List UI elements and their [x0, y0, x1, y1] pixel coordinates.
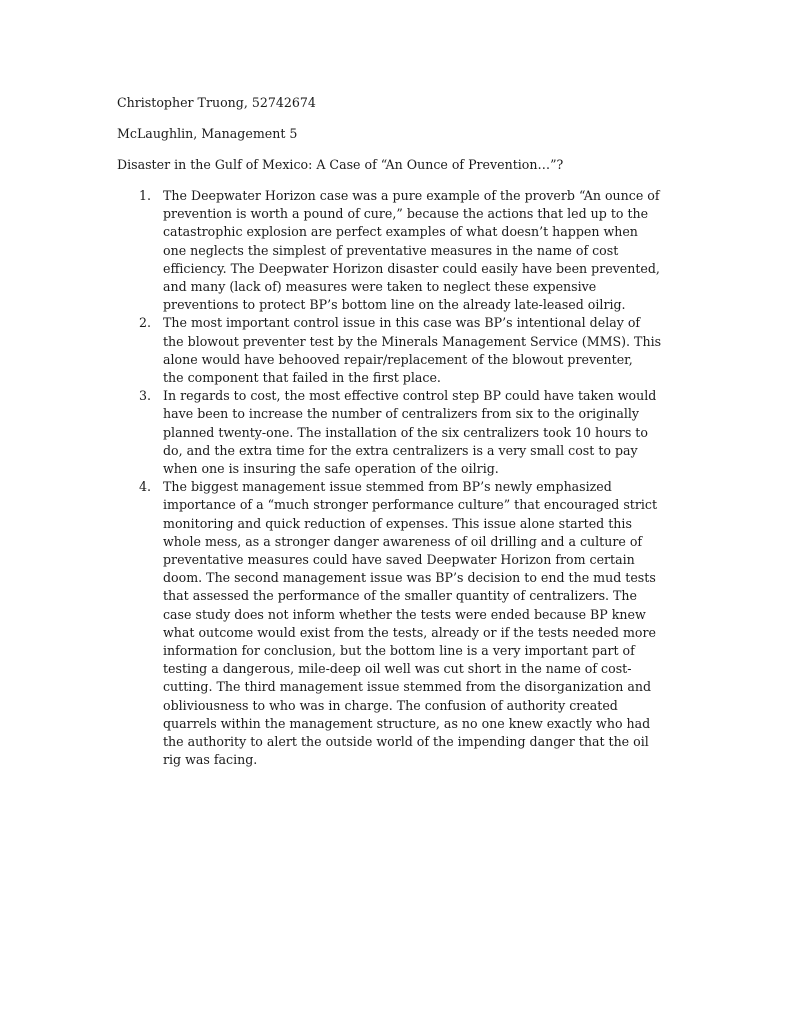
answer-line: testing a dangerous, mile-deep oil well was cut short in the name of cost-	[163, 661, 632, 677]
answer-line: the blowout preventer test by the Minerals Management Service (MMS). This	[163, 333, 662, 349]
course-line: McLaughlin, Management 5	[117, 126, 298, 141]
answer-line: In regards to cost, the most effective control step BP could have taken would	[163, 388, 657, 404]
answer-list	[117, 187, 687, 770]
answer-line: quarrels within the management structure, as no one knew exactly who had	[163, 715, 651, 731]
answer-line: what outcome would exist from the tests, already or if the tests needed more	[163, 624, 656, 640]
answer-line: efficiency. The Deepwater Horizon disaster could easily have been prevented,	[163, 260, 660, 276]
answer-line: information for conclusion, but the bottom line is a very important part of	[163, 643, 635, 659]
answer-line: cutting. The third management issue stemmed from the disorganization and	[163, 679, 652, 695]
answer-line: the authority to alert the outside world of the impending danger that the oil	[163, 734, 649, 750]
document-title: Disaster in the Gulf of Mexico: A Case of “An Ounce of Prevention…”?	[117, 157, 564, 172]
answer-line: do, and the extra time for the extra centralizers is a very small cost to pay	[163, 442, 638, 458]
answer-number: 2.	[139, 315, 152, 331]
answer-line: prevention is worth a pound of cure,” because the actions that led up to the	[163, 206, 649, 222]
answer-item	[117, 314, 687, 387]
answer-line: whole mess, as a stronger danger awareness of oil drilling and a culture of	[163, 533, 643, 549]
answer-line: The biggest management issue stemmed from BP’s newly emphasized	[163, 479, 612, 495]
answer-line: obliviousness to who was in charge. The confusion of authority created	[163, 697, 618, 713]
answer-line: The most important control issue in this case was BP’s intentional delay of	[163, 315, 641, 331]
answer-line: the component that failed in the first place.	[163, 370, 441, 386]
answer-line: importance of a “much stronger performance culture” that encouraged strict	[163, 497, 658, 513]
answer-line: and many (lack of) measures were taken to neglect these expensive	[163, 279, 597, 295]
answer-line: doom. The second management issue was BP’s decision to end the mud tests	[163, 570, 656, 586]
answer-line: preventions to protect BP’s bottom line on the already late-leased oilrig.	[163, 297, 626, 313]
answer-line: case study does not inform whether the tests were ended because BP knew	[163, 606, 646, 622]
answer-number: 4.	[139, 479, 152, 495]
answer-line: catastrophic explosion are perfect examples of what doesn’t happen when	[163, 224, 638, 240]
answer-item	[117, 478, 687, 769]
answer-line: that assessed the performance of the smaller quantity of centralizers. The	[163, 588, 637, 604]
answer-item	[117, 387, 687, 478]
answer-number: 3.	[139, 388, 152, 404]
answer-line: The Deepwater Horizon case was a pure example of the proverb “An ounce of	[163, 188, 660, 203]
answer-line: alone would have behooved repair/replacement of the blowout preventer,	[163, 351, 633, 367]
author-line: Christopher Truong, 52742674	[117, 95, 316, 110]
answer-line: planned twenty-one. The installation of the six centralizers took 10 hours to	[163, 424, 648, 440]
answer-line: when one is insuring the safe operation of the oilrig.	[163, 461, 499, 477]
answer-line: one neglects the simplest of preventative measures in the name of cost	[163, 242, 619, 258]
answer-line: preventative measures could have saved Deepwater Horizon from certain	[163, 552, 635, 568]
answer-line: monitoring and quick reduction of expenses. This issue alone started this	[163, 515, 632, 531]
answer-item	[117, 187, 687, 314]
answer-line: rig was facing.	[163, 752, 258, 768]
answer-line: have been to increase the number of centralizers from six to the originally	[163, 406, 640, 422]
answer-number: 1.	[139, 188, 152, 203]
